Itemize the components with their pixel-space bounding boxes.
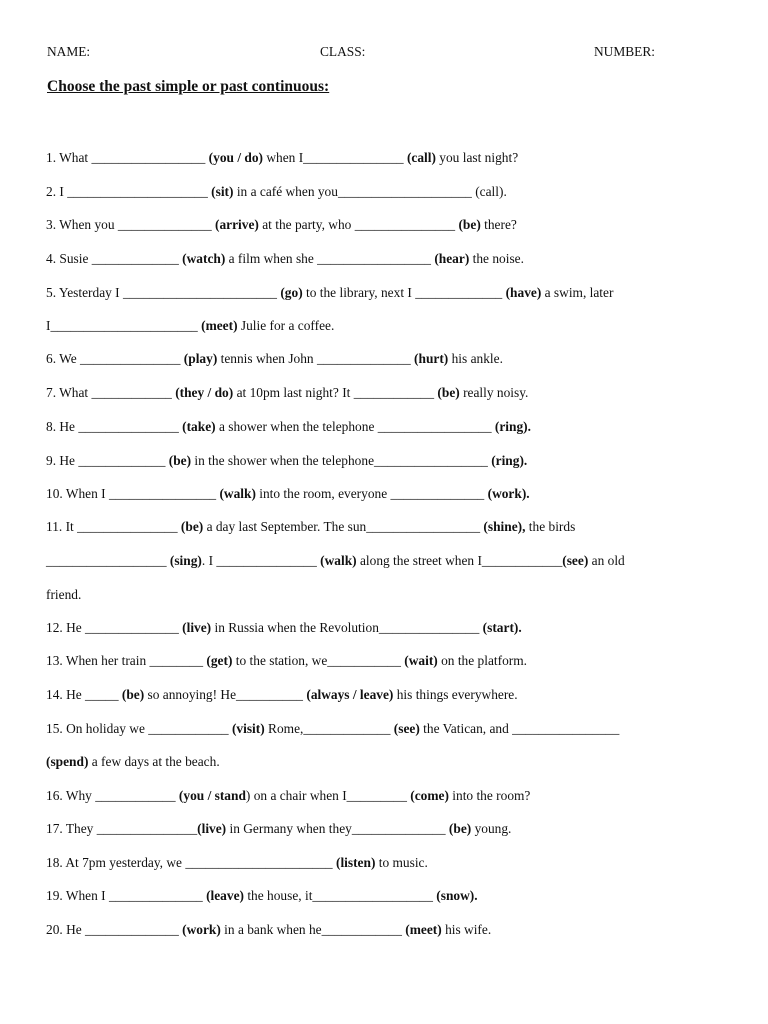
exercise-line	[46, 652, 527, 670]
exercise-text: at the party, who _______________	[258, 217, 459, 232]
exercise-text: the noise.	[469, 251, 524, 266]
exercise-text: 5. Yesterday I _______________________	[46, 285, 281, 300]
exercise-text: 16. Why ____________	[46, 788, 179, 803]
exercise-text: at 10pm last night? It ____________	[233, 385, 438, 400]
verb-prompt: (take)	[182, 419, 216, 434]
exercise-text: to music.	[375, 855, 428, 870]
verb-prompt: (start).	[482, 620, 522, 635]
verb-prompt: (hear)	[434, 251, 470, 266]
verb-prompt: (meet)	[405, 922, 442, 937]
verb-prompt: (shine),	[483, 519, 526, 534]
verb-prompt: (walk)	[219, 486, 256, 501]
verb-prompt: (be)	[458, 217, 481, 232]
exercise-text: an old	[588, 553, 625, 568]
exercise-text: so annoying! He__________	[144, 687, 307, 702]
verb-prompt: (always / leave)	[306, 687, 394, 702]
verb-prompt: (see)	[393, 721, 420, 736]
verb-prompt: (you / do)	[208, 150, 263, 165]
exercise-line	[46, 586, 81, 604]
exercise-text: 14. He _____	[46, 687, 122, 702]
exercise-text: 15. On holiday we ____________	[46, 721, 232, 736]
verb-prompt: (meet)	[201, 318, 238, 333]
exercise-text: there?	[480, 217, 517, 232]
exercise-text: young.	[471, 821, 512, 836]
verb-prompt: (work)	[182, 922, 221, 937]
exercise-line	[46, 216, 517, 234]
exercise-text: 6. We _______________	[46, 351, 184, 366]
exercise-text: on the platform.	[437, 653, 527, 668]
exercise-line	[46, 753, 220, 771]
verb-prompt: (work).	[487, 486, 530, 501]
verb-prompt: (they / do)	[175, 385, 234, 400]
exercise-text: the Vatican, and ________________	[419, 721, 620, 736]
exercise-text: really noisy.	[459, 385, 529, 400]
verb-prompt: (leave)	[206, 888, 244, 903]
verb-prompt: (visit)	[231, 721, 265, 736]
exercise-text: 19. When I ______________	[46, 888, 207, 903]
exercise-text: I______________________	[46, 318, 202, 333]
verb-prompt: (sit)	[211, 184, 234, 199]
exercise-text: in a bank when he____________	[220, 922, 406, 937]
exercise-text: the birds	[525, 519, 576, 534]
verb-prompt: (you / stand	[178, 788, 246, 803]
exercise-text: along the street when I____________	[356, 553, 563, 568]
exercise-line	[46, 686, 518, 704]
verb-prompt: (be)	[448, 821, 472, 836]
exercise-text: to the station, we___________	[232, 653, 405, 668]
verb-prompt: (see)	[562, 553, 589, 568]
verb-prompt: (be)	[180, 519, 204, 534]
exercise-text: you last night?	[435, 150, 519, 165]
number-label: NUMBER:	[594, 44, 656, 59]
verb-prompt: (ring).	[494, 419, 531, 434]
verb-prompt: (come)	[410, 788, 449, 803]
verb-prompt: (watch)	[182, 251, 226, 266]
exercise-line	[46, 485, 530, 503]
class-label: CLASS:	[320, 44, 366, 59]
exercise-line	[46, 317, 334, 335]
exercise-line	[46, 518, 575, 536]
worksheet-title: Choose the past simple or past continuous:	[47, 78, 330, 95]
verb-prompt: (arrive)	[215, 217, 259, 232]
verb-prompt: (get)	[206, 653, 233, 668]
exercise-text: his ankle.	[448, 351, 503, 366]
exercise-text: into the room, everyone ______________	[255, 486, 488, 501]
exercise-line	[46, 854, 428, 872]
exercise-line	[46, 418, 531, 436]
verb-prompt: (be)	[121, 687, 145, 702]
exercise-text: in a café when you____________________ (call).	[233, 184, 507, 199]
verb-prompt: (wait)	[404, 653, 438, 668]
exercise-text: his things everywhere.	[393, 687, 518, 702]
exercise-line	[46, 921, 491, 939]
verb-prompt: (play)	[183, 351, 218, 366]
exercise-line	[46, 887, 478, 905]
exercise-text: a day last September. The sun_________________	[203, 519, 484, 534]
verb-prompt: (sing)	[169, 553, 202, 568]
exercise-text: 13. When her train ________	[46, 653, 207, 668]
exercise-text: 11. It _______________	[46, 519, 181, 534]
verb-prompt: (walk)	[320, 553, 357, 568]
exercise-text: __________________	[46, 553, 170, 568]
exercise-text: into the room?	[448, 788, 531, 803]
verb-prompt: (go)	[280, 285, 303, 300]
exercise-text: friend.	[46, 587, 82, 602]
exercise-text: in Russia when the Revolution_______________	[211, 620, 483, 635]
exercise-text: 7. What ____________	[46, 385, 176, 400]
exercise-text: 9. He _____________	[46, 453, 169, 468]
exercise-line	[46, 552, 625, 570]
exercise-text: 18. At 7pm yesterday, we ______________________	[46, 855, 336, 870]
exercise-text: 2. I _____________________	[46, 184, 212, 199]
exercise-line	[46, 384, 528, 402]
exercise-text: a shower when the telephone _________________	[215, 419, 495, 434]
verb-prompt: (live)	[197, 821, 227, 836]
exercise-text: 20. He ______________	[46, 922, 183, 937]
exercise-text: 10. When I ________________	[46, 486, 220, 501]
exercise-line	[46, 787, 530, 805]
exercise-text: Julie for a coffee.	[237, 318, 335, 333]
name-label: NAME:	[47, 44, 91, 59]
exercise-line	[46, 350, 503, 368]
exercise-text: when I_______________	[263, 150, 407, 165]
exercise-text: 12. He ______________	[46, 620, 183, 635]
exercise-line	[46, 183, 507, 201]
verb-prompt: (listen)	[335, 855, 376, 870]
exercise-text: a film when she _________________	[225, 251, 435, 266]
verb-prompt: (be)	[168, 453, 192, 468]
exercise-text: Rome,_____________	[264, 721, 394, 736]
exercise-text: ) on a chair when I_________	[245, 788, 411, 803]
verb-prompt: (live)	[182, 620, 212, 635]
exercise-line	[46, 820, 511, 838]
exercise-text: 4. Susie _____________	[46, 251, 183, 266]
exercise-text: . I _______________	[201, 553, 321, 568]
exercise-line	[46, 720, 619, 738]
exercise-text: tennis when John ______________	[217, 351, 415, 366]
exercise-text: in the shower when the telephone_________________	[191, 453, 492, 468]
exercise-text: a swim, later	[541, 285, 614, 300]
verb-prompt: (have)	[505, 285, 542, 300]
exercise-text: 17. They _______________	[46, 821, 198, 836]
verb-prompt: (be)	[437, 385, 460, 400]
exercise-text: 3. When you ______________	[46, 217, 215, 232]
exercise-text: a few days at the beach.	[88, 754, 220, 769]
exercise-line	[46, 284, 613, 302]
verb-prompt: (spend)	[46, 754, 89, 769]
exercise-text: in Germany when they______________	[226, 821, 449, 836]
exercise-line	[46, 250, 524, 268]
exercise-text: 1. What _________________	[46, 150, 209, 165]
verb-prompt: (snow).	[436, 888, 478, 903]
verb-prompt: (call)	[406, 150, 436, 165]
exercise-text: 8. He _______________	[46, 419, 183, 434]
exercise-text: to the library, next I _____________	[302, 285, 506, 300]
exercise-text: the house, it__________________	[243, 888, 437, 903]
exercise-line	[46, 619, 522, 637]
exercise-line	[46, 452, 527, 470]
verb-prompt: (hurt)	[414, 351, 449, 366]
exercise-text: his wife.	[441, 922, 492, 937]
verb-prompt: (ring).	[491, 453, 528, 468]
exercise-line	[46, 149, 518, 167]
